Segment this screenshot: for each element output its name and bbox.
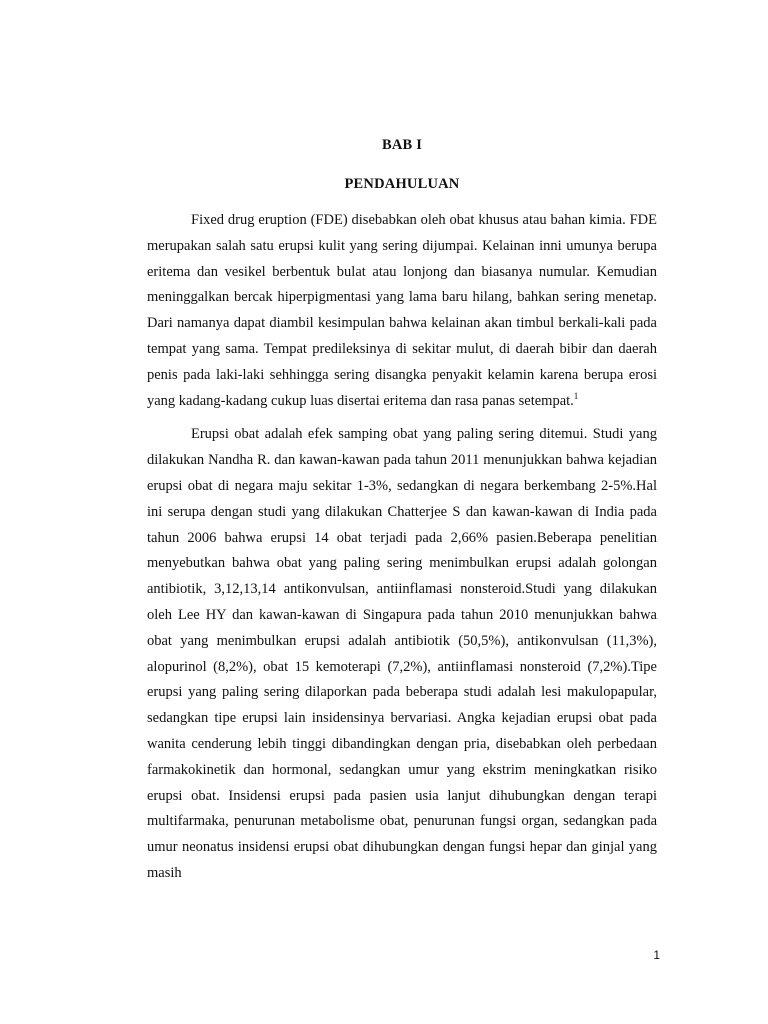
footnote-reference: 1	[573, 390, 579, 401]
body-text	[147, 208, 657, 887]
paragraph	[147, 422, 657, 886]
paragraph-text: Fixed drug eruption (FDE) disebabkan oleh obat khusus atau bahan kimia. FDE merupakan salah satu erupsi kulit yang sering dijumpai. Kelainan inni umunya berupa eritema dan vesikel berbentuk bulat atau lonjong dan biasanya numular. Kemudian meninggalkan bercak hiperpigmentasi yang lama baru hilang, bahkan sering menetap. Dari namanya dapat diambil kesimpulan bahwa kelainan akan timbul berkali-kali pada tempat yang sama. Tempat predileksinya di sekitar mulut, di daerah bibir dan daerah penis pada laki-laki sehhingga sering disangka penyakit kelamin karena berupa erosi yang kadang-kadang cukup luas disertai eritema dan rasa panas setempat.	[147, 212, 657, 409]
chapter-number: BAB I	[381, 137, 423, 153]
page-number: 1	[653, 948, 660, 962]
paragraph-text: Erupsi obat adalah efek samping obat yang paling sering ditemui. Studi yang dilakukan Nandha R. dan kawan-kawan pada tahun 2011 menunjukkan bahwa kejadian erupsi obat di negara maju sekitar 1-3%, sedangkan di negara berkembang 2-5%.Hal ini serupa dengan studi yang dilakukan Chatterjee S dan kawan-kawan di India pada tahun 2006 bahwa erupsi 14 obat terjadi pada 2,66% pasien.Beberapa penelitian menyebutkan bahwa obat yang paling sering menimbulkan erupsi adalah golongan antibiotik, 3,12,13,14 antikonvulsan, antiinflamasi nonsteroid.Studi yang dilakukan oleh Lee HY dan kawan-kawan di Singapura pada tahun 2010 menunjukkan bahwa obat yang menimbulkan erupsi adalah antibiotik (50,5%), antikonvulsan (11,3%), alopurinol (8,2%), obat 15 kemoterapi (7,2%), antiinflamasi nonsteroid (7,2%).Tipe erupsi yang paling sering dilaporkan pada beberapa studi adalah lesi makulopapular, sedangkan tipe erupsi lain insidensinya bervariasi. Angka kejadian erupsi obat pada wanita cenderung lebih tinggi dibandingkan dengan pria, disebabkan oleh perbedaan farmakokinetik dan hormonal, sedangkan umur yang ekstrim meningkatkan risiko erupsi obat. Insidensi erupsi pada pasien usia lanjut dihubungkan dengan terapi multifarmaka, penurunan metabolisme obat, penurunan fungsi organ, sedangkan pada umur neonatus insidensi erupsi obat dihubungkan dengan fungsi hepar dan ginjal yang masih	[147, 426, 657, 881]
chapter-title: PENDAHULUAN	[344, 176, 460, 192]
paragraph	[147, 208, 657, 414]
